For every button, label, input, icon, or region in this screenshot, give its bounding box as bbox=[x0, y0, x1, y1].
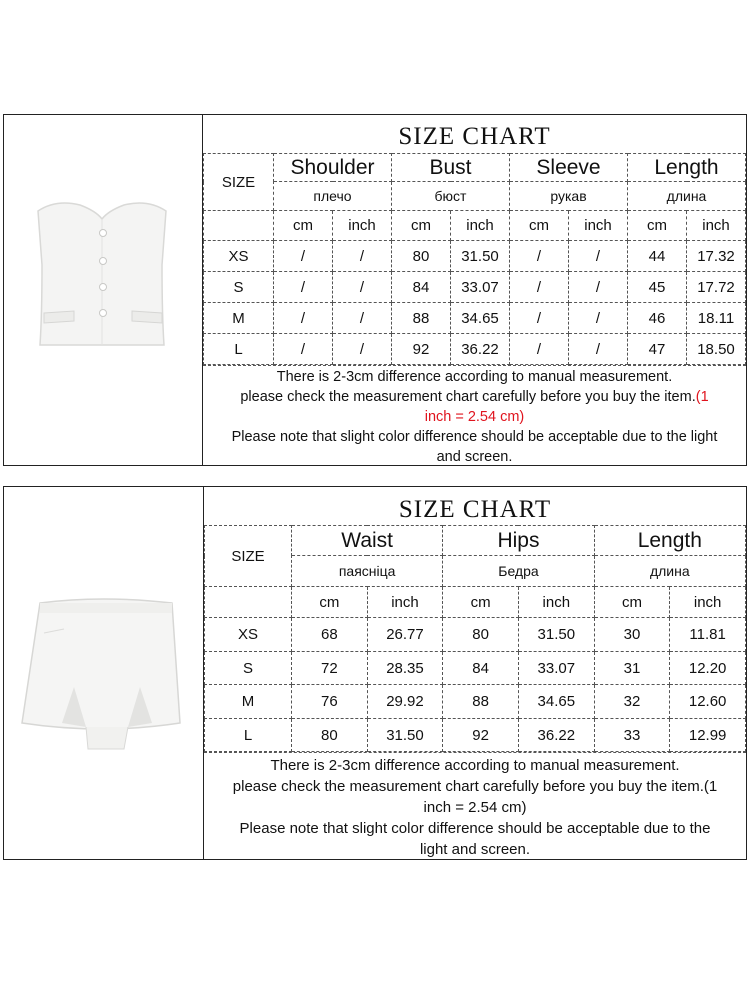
note-conversion: inch = 2.54 cm) bbox=[424, 409, 525, 425]
unit-cell: inch bbox=[569, 211, 628, 241]
value-cell: / bbox=[510, 334, 569, 365]
note-text: please check the measurement chart carefully before you buy the item. bbox=[240, 389, 696, 405]
unit-cell: inch bbox=[518, 587, 594, 618]
value-cell: 34.65 bbox=[451, 303, 510, 334]
value-cell: / bbox=[274, 272, 333, 303]
value-cell: 72 bbox=[292, 652, 368, 685]
chart-title: SIZE CHART bbox=[398, 496, 552, 523]
value-cell: 26.77 bbox=[367, 618, 443, 652]
value-cell: 12.99 bbox=[670, 719, 746, 752]
value-cell: 68 bbox=[292, 618, 368, 652]
value-cell: / bbox=[274, 334, 333, 365]
value-cell: / bbox=[333, 303, 392, 334]
note-line: There is 2-3cm difference according to manual measurement. bbox=[270, 757, 680, 774]
column-header: Length bbox=[594, 526, 745, 556]
value-cell: 11.81 bbox=[670, 618, 746, 652]
notes bbox=[204, 752, 746, 860]
size-cell: M bbox=[205, 685, 292, 719]
column-header: Shoulder bbox=[274, 154, 392, 182]
column-header: Waist bbox=[292, 526, 443, 556]
value-cell: 46 bbox=[628, 303, 687, 334]
size-header: SIZE bbox=[204, 154, 274, 211]
value-cell: 31.50 bbox=[518, 618, 594, 652]
value-cell: / bbox=[569, 334, 628, 365]
value-cell: 30 bbox=[594, 618, 670, 652]
value-cell: 31.50 bbox=[451, 241, 510, 272]
value-cell: / bbox=[274, 241, 333, 272]
unit-cell: cm bbox=[628, 211, 687, 241]
unit-cell: inch bbox=[333, 211, 392, 241]
value-cell: 31 bbox=[594, 652, 670, 685]
value-cell: 33.07 bbox=[451, 272, 510, 303]
value-cell: 34.65 bbox=[518, 685, 594, 719]
column-subheader: плечо bbox=[274, 182, 392, 211]
unit-cell: cm bbox=[510, 211, 569, 241]
note-line: inch = 2.54 cm) bbox=[423, 799, 527, 816]
table-row bbox=[204, 334, 746, 365]
size-cell: L bbox=[205, 719, 292, 752]
note-line bbox=[203, 387, 746, 407]
note-line: Please note that slight color difference should be acceptable due to the light bbox=[231, 429, 718, 445]
note-line: There is 2-3cm difference according to manual measurement. bbox=[276, 369, 673, 385]
value-cell: 92 bbox=[392, 334, 451, 365]
table-row bbox=[205, 719, 746, 752]
value-cell: 80 bbox=[392, 241, 451, 272]
note-line: light and screen. bbox=[419, 841, 531, 858]
table-row bbox=[204, 303, 746, 334]
unit-cell: inch bbox=[670, 587, 746, 618]
column-subheader: рукав bbox=[510, 182, 628, 211]
value-cell: / bbox=[333, 272, 392, 303]
value-cell: 92 bbox=[443, 719, 519, 752]
size-chart-bottom bbox=[3, 486, 747, 860]
note-line: please check the measurement chart carefully before you buy the item.(1 bbox=[232, 778, 718, 795]
unit-cell: cm bbox=[274, 211, 333, 241]
table-row bbox=[204, 241, 746, 272]
unit-cell: cm bbox=[594, 587, 670, 618]
value-cell: 29.92 bbox=[367, 685, 443, 719]
size-cell: S bbox=[204, 272, 274, 303]
size-cell: M bbox=[204, 303, 274, 334]
table-row bbox=[205, 652, 746, 685]
value-cell: 80 bbox=[292, 719, 368, 752]
product-image-top bbox=[4, 115, 203, 465]
value-cell: 84 bbox=[443, 652, 519, 685]
value-cell: 33 bbox=[594, 719, 670, 752]
value-cell: 28.35 bbox=[367, 652, 443, 685]
value-cell: 80 bbox=[443, 618, 519, 652]
table-row bbox=[205, 618, 746, 652]
size-chart-table-area bbox=[203, 115, 746, 465]
column-subheader: Бедра bbox=[443, 556, 594, 587]
column-header: Bust bbox=[392, 154, 510, 182]
value-cell: 76 bbox=[292, 685, 368, 719]
table-row bbox=[204, 272, 746, 303]
unit-cell: cm bbox=[443, 587, 519, 618]
unit-cell: inch bbox=[451, 211, 510, 241]
column-header: Hips bbox=[443, 526, 594, 556]
value-cell: 31.50 bbox=[367, 719, 443, 752]
value-cell: 45 bbox=[628, 272, 687, 303]
value-cell: 88 bbox=[392, 303, 451, 334]
column-header: Length bbox=[628, 154, 746, 182]
value-cell: / bbox=[510, 272, 569, 303]
empty-cell bbox=[204, 211, 274, 241]
note-line: and screen. bbox=[436, 449, 513, 465]
value-cell: 36.22 bbox=[518, 719, 594, 752]
value-cell: 17.72 bbox=[687, 272, 746, 303]
value-cell: 88 bbox=[443, 685, 519, 719]
value-cell: 12.20 bbox=[670, 652, 746, 685]
unit-cell: cm bbox=[292, 587, 368, 618]
value-cell: 32 bbox=[594, 685, 670, 719]
value-cell: / bbox=[510, 303, 569, 334]
product-image-bottom bbox=[4, 487, 204, 859]
size-table bbox=[203, 153, 746, 365]
column-subheader: длина bbox=[594, 556, 745, 587]
value-cell: 84 bbox=[392, 272, 451, 303]
value-cell: 18.11 bbox=[687, 303, 746, 334]
strapless-top-icon bbox=[4, 115, 202, 465]
size-chart-table-area bbox=[204, 487, 746, 859]
table-row bbox=[205, 685, 746, 719]
value-cell: / bbox=[333, 241, 392, 272]
unit-cell: cm bbox=[392, 211, 451, 241]
size-header: SIZE bbox=[205, 526, 292, 587]
value-cell: / bbox=[569, 272, 628, 303]
value-cell: / bbox=[569, 241, 628, 272]
note-conversion: (1 bbox=[695, 389, 709, 405]
value-cell: 18.50 bbox=[687, 334, 746, 365]
value-cell: 44 bbox=[628, 241, 687, 272]
skort-icon bbox=[4, 487, 203, 859]
value-cell: / bbox=[569, 303, 628, 334]
unit-cell: inch bbox=[687, 211, 746, 241]
size-cell: L bbox=[204, 334, 274, 365]
column-subheader: паясніца bbox=[292, 556, 443, 587]
value-cell: / bbox=[333, 334, 392, 365]
chart-title: SIZE CHART bbox=[398, 123, 551, 150]
value-cell: 36.22 bbox=[451, 334, 510, 365]
value-cell: / bbox=[510, 241, 569, 272]
value-cell: 33.07 bbox=[518, 652, 594, 685]
value-cell: / bbox=[274, 303, 333, 334]
unit-cell: inch bbox=[367, 587, 443, 618]
empty-cell bbox=[205, 587, 292, 618]
note-line: Please note that slight color difference should be acceptable due to the bbox=[239, 820, 711, 837]
value-cell: 47 bbox=[628, 334, 687, 365]
column-subheader: длина bbox=[628, 182, 746, 211]
size-cell: S bbox=[205, 652, 292, 685]
column-subheader: бюст bbox=[392, 182, 510, 211]
notes bbox=[203, 365, 746, 467]
size-table bbox=[204, 525, 746, 752]
value-cell: 12.60 bbox=[670, 685, 746, 719]
size-cell: XS bbox=[204, 241, 274, 272]
value-cell: 17.32 bbox=[687, 241, 746, 272]
column-header: Sleeve bbox=[510, 154, 628, 182]
size-chart-top bbox=[3, 114, 747, 466]
size-cell: XS bbox=[205, 618, 292, 652]
